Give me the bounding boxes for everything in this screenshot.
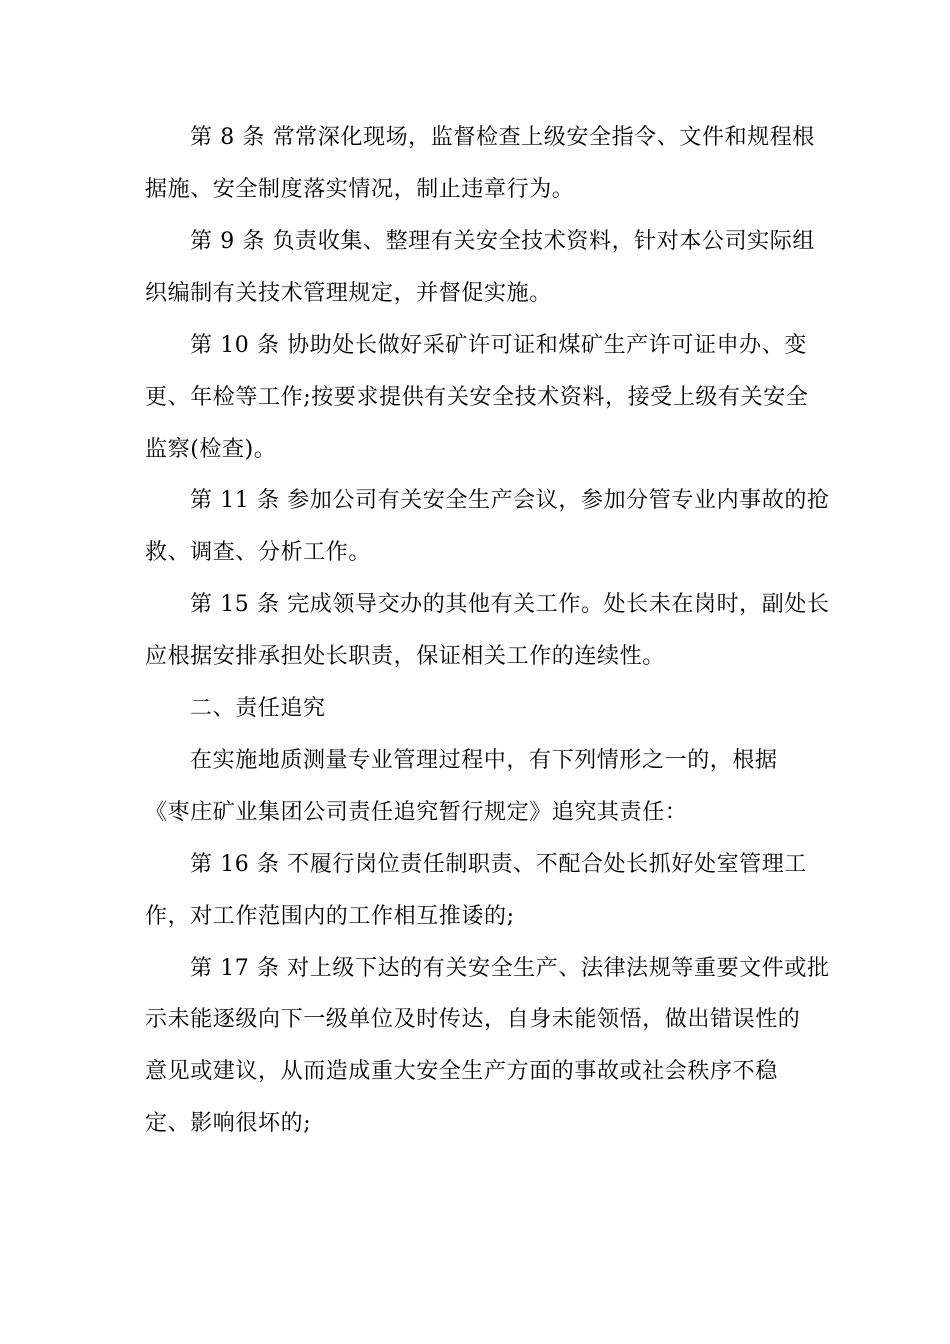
article-8-line-1: 第 8 条 常常深化现场，监督检查上级安全指令、文件和规程根	[190, 125, 815, 150]
intro-line-1: 在实施地质测量专业管理过程中，有下列情形之一的，根据	[190, 748, 778, 773]
article-15-line-2: 应根据安排承担处长职责，保证相关工作的连续性。	[145, 644, 665, 669]
article-16-line-2: 作，对工作范围内的工作相互推诿的;	[145, 904, 515, 929]
article-17-line-1: 第 17 条 对上级下达的有关安全生产、法律法规等重要文件或批	[190, 956, 830, 981]
article-11-line-2: 救、调查、分析工作。	[145, 540, 372, 565]
article-16-line-1: 第 16 条 不履行岗位责任制职责、不配合处长抓好处室管理工	[190, 852, 807, 877]
article-10-line-3: 监察(检查)。	[145, 437, 277, 462]
article-9-line-1: 第 9 条 负责收集、整理有关安全技术资料，针对本公司实际组	[190, 229, 815, 254]
article-11-line-1: 第 11 条 参加公司有关安全生产会议，参加分管专业内事故的抢	[190, 488, 830, 513]
article-15-line-1: 第 15 条 完成领导交办的其他有关工作。处长未在岗时，副处长	[190, 592, 830, 617]
article-17-line-4: 定、影响很坏的;	[145, 1111, 312, 1136]
article-9-line-2: 织编制有关技术管理规定，并督促实施。	[145, 281, 552, 306]
section-heading: 二、责任追究	[190, 696, 326, 721]
article-10-line-1: 第 10 条 协助处长做好采矿许可证和煤矿生产许可证申办、变	[190, 333, 807, 358]
intro-line-2: 《枣庄矿业集团公司责任追究暂行规定》追究其责任：	[145, 800, 688, 825]
article-17-line-2: 示未能逐级向下一级单位及时传达，自身未能领悟，做出错误性的	[145, 1007, 801, 1032]
article-8-line-2: 据施、安全制度落实情况，制止违章行为。	[145, 177, 575, 202]
article-17-line-3: 意见或建议，从而造成重大安全生产方面的事故或社会秩序不稳	[145, 1059, 778, 1084]
article-10-line-2: 更、年检等工作;按要求提供有关安全技术资料，接受上级有关安全	[145, 385, 809, 410]
